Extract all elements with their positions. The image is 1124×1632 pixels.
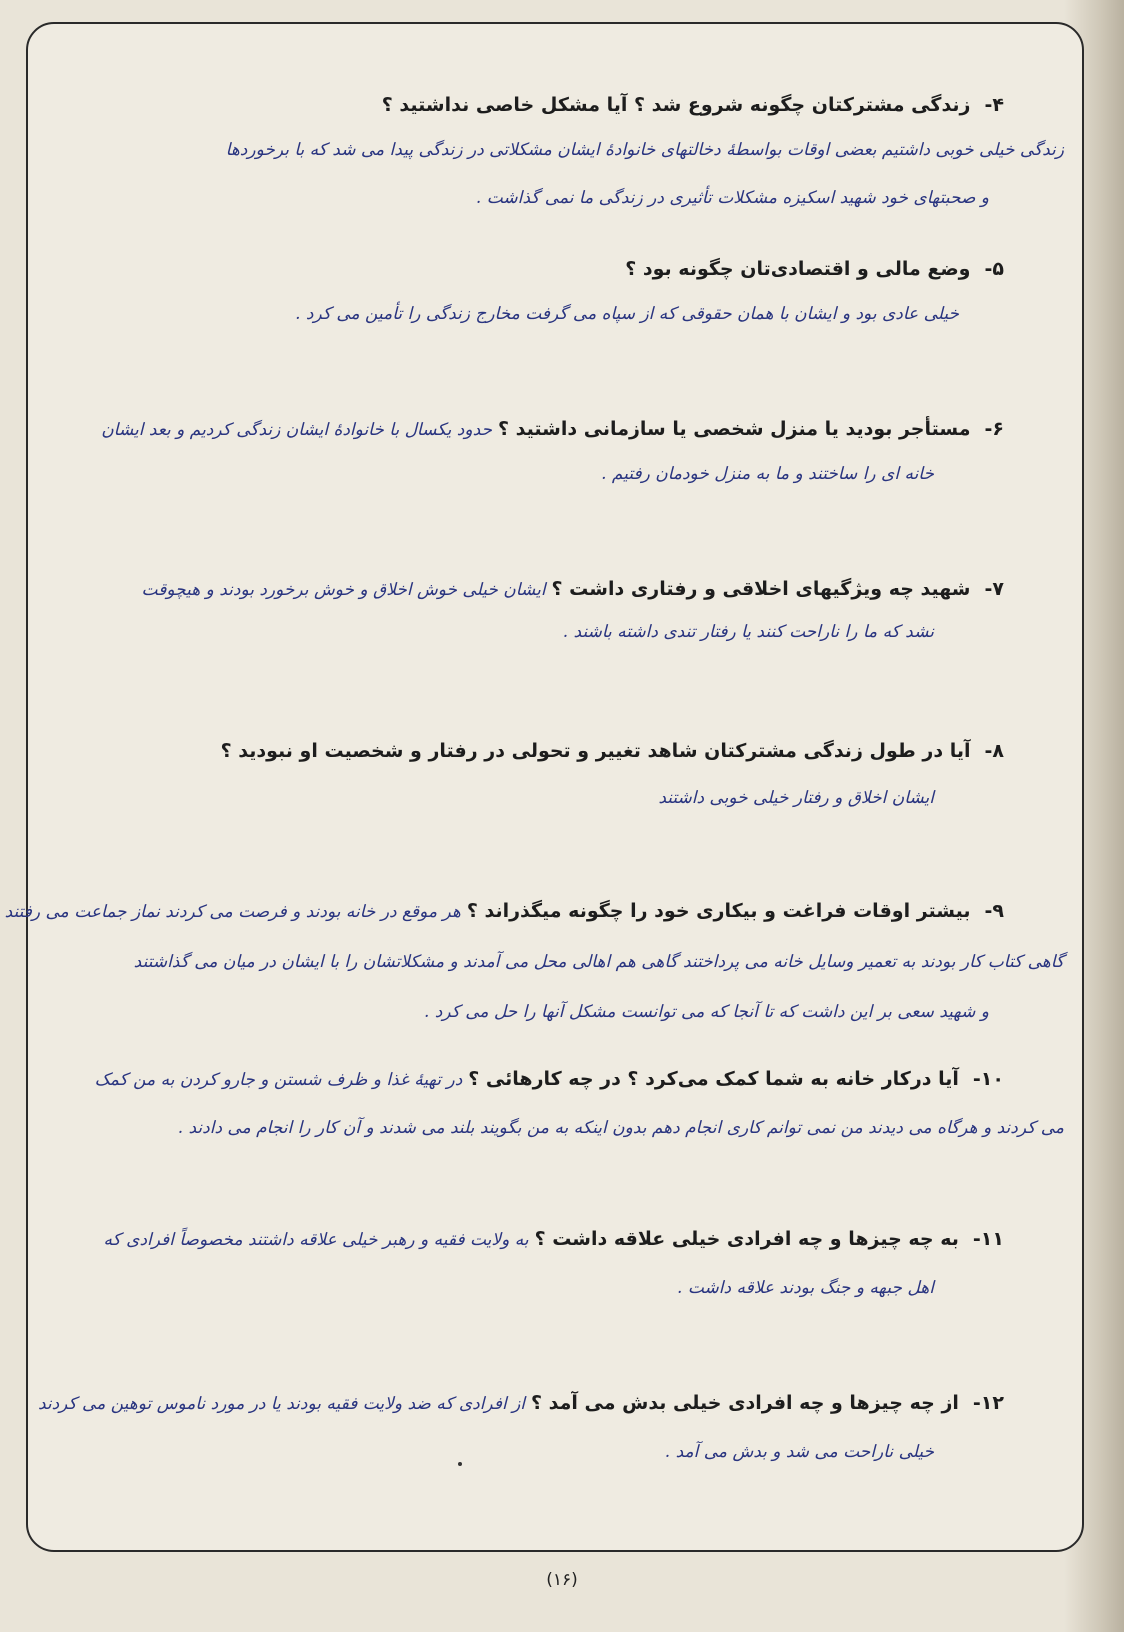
answer-7-line-1: نشد که ما را ناراحت کنند یا رفتار تندی داشته باشند . (562, 622, 934, 642)
answer-9-line-1: گاهی کتاب کار بودند به تعمیر وسایل خانه می پرداختند گاهی هم اهالی محل می آمدند و مشکلاتشان را با ایشان در میان می گذاشتند (133, 952, 1064, 972)
answer-12-inline: از افرادی که ضد ولایت فقیه بودند یا در مورد ناموس توهین می کردند (37, 1394, 526, 1414)
question-5-text: وضع مالی و اقتصادی‌تان چگونه بود ؟ (625, 258, 971, 280)
question-5: ۵-وضع مالی و اقتصادی‌تان چگونه بود ؟ (625, 258, 1004, 280)
answer-10-inline: در تهیهٔ غذا و ظرف شستن و جارو کردن به من کمک (94, 1070, 463, 1090)
question-4-text: زندگی مشترکتان چگونه شروع شد ؟ آیا مشکل خاصی نداشتید ؟ (381, 94, 971, 116)
question-7: ۷-شهید چه ویژگیهای اخلاقی و رفتاری داشت ؟ایشان خیلی خوش اخلاق و خوش برخورد بودند و هیچوقت (141, 578, 1004, 600)
question-12: ۱۲-از چه چیزها و چه افرادی خیلی بدش می آمد ؟از افرادی که ضد ولایت فقیه بودند یا در مورد ناموس توهین می کردند (37, 1392, 1004, 1414)
page-frame (26, 22, 1084, 1552)
question-4: ۴-زندگی مشترکتان چگونه شروع شد ؟ آیا مشکل خاصی نداشتید ؟ (381, 94, 1004, 116)
answer-11-inline: به ولایت فقیه و رهبر خیلی علاقه داشتند مخصوصاً افرادی که (103, 1230, 529, 1250)
answer-9-line-2: و شهید سعی بر این داشت که تا آنجا که می توانست مشکل آنها را حل می کرد . (423, 1002, 989, 1022)
question-8: ۸-آیا در طول زندگی مشترکتان شاهد تغییر و تحولی در رفتار و شخصیت او نبودید ؟ (220, 740, 1004, 762)
question-6: ۶-مستأجر بودید یا منزل شخصی یا سازمانی داشتید ؟حدود یکسال با خانوادهٔ ایشان زندگی کردیم و بعد ایشان (101, 418, 1004, 440)
answer-11-line-1: اهل جبهه و جنگ بودند علاقه داشت . (677, 1278, 934, 1298)
question-8-text: آیا در طول زندگی مشترکتان شاهد تغییر و تحولی در رفتار و شخصیت او نبودید ؟ (220, 740, 971, 762)
answer-12-line-1: خیلی ناراحت می شد و بدش می آمد . (664, 1442, 934, 1462)
answer-4-line-2: و صحبتهای خود شهید اسکیزه مشکلات تأثیری در زندگی ما نمی گذاشت . (475, 188, 989, 208)
answer-5-line-1: خیلی عادی بود و ایشان با همان حقوقی که از سپاه می گرفت مخارج زندگی را تأمین می کرد . (295, 304, 959, 324)
question-9-text: بیشتر اوقات فراغت و بیکاری خود را چگونه میگذراند ؟ (466, 900, 971, 922)
question-10: ۱۰-آیا درکار خانه به شما کمک می‌کرد ؟ در چه کارهائی ؟در تهیهٔ غذا و ظرف شستن و جارو کردن به من کمک (94, 1068, 1004, 1090)
question-9: ۹-بیشتر اوقات فراغت و بیکاری خود را چگونه میگذراند ؟هر موقع در خانه بودند و فرصت می کردند نماز جماعت می رفتند (4, 900, 1004, 922)
answer-10-line-1: می کردند و هرگاه می دیدند من نمی توانم کاری انجام دهم بدون اینکه به من بگویند بلند می شدند و آن کار را انجام می دادند . (177, 1118, 1064, 1138)
answer-6-line-1: خانه ای را ساختند و ما به منزل خودمان رفتیم . (601, 464, 934, 484)
question-11-text: به چه چیزها و چه افرادی خیلی علاقه داشت ؟ (534, 1228, 959, 1250)
question-11: ۱۱-به چه چیزها و چه افرادی خیلی علاقه داشت ؟به ولایت فقیه و رهبر خیلی علاقه داشتند مخصوصاً افرادی که (103, 1228, 1004, 1250)
answer-4-line-1: زندگی خیلی خوبی داشتیم بعضی اوقات بواسطهٔ دخالتهای خانوادهٔ ایشان مشکلاتی در زندگی پیدا می شد که با برخوردها (225, 140, 1064, 160)
question-7-text: شهید چه ویژگیهای اخلاقی و رفتاری داشت ؟ (551, 578, 971, 600)
question-10-text: آیا درکار خانه به شما کمک می‌کرد ؟ در چه کارهائی ؟ (468, 1068, 959, 1090)
ink-dot (458, 1462, 462, 1466)
question-12-text: از چه چیزها و چه افرادی خیلی بدش می آمد ؟ (531, 1392, 959, 1414)
answer-8-line-1: ایشان اخلاق و رفتار خیلی خوبی داشتند (658, 788, 934, 808)
answer-6-inline: حدود یکسال با خانوادهٔ ایشان زندگی کردیم و بعد ایشان (101, 420, 493, 440)
answer-9-inline: هر موقع در خانه بودند و فرصت می کردند نماز جماعت می رفتند (4, 902, 461, 922)
question-6-text: مستأجر بودید یا منزل شخصی یا سازمانی داشتید ؟ (498, 418, 971, 440)
page-number: (۱۶) (546, 1570, 578, 1590)
answer-7-inline: ایشان خیلی خوش اخلاق و خوش برخورد بودند و هیچوقت (141, 580, 546, 600)
